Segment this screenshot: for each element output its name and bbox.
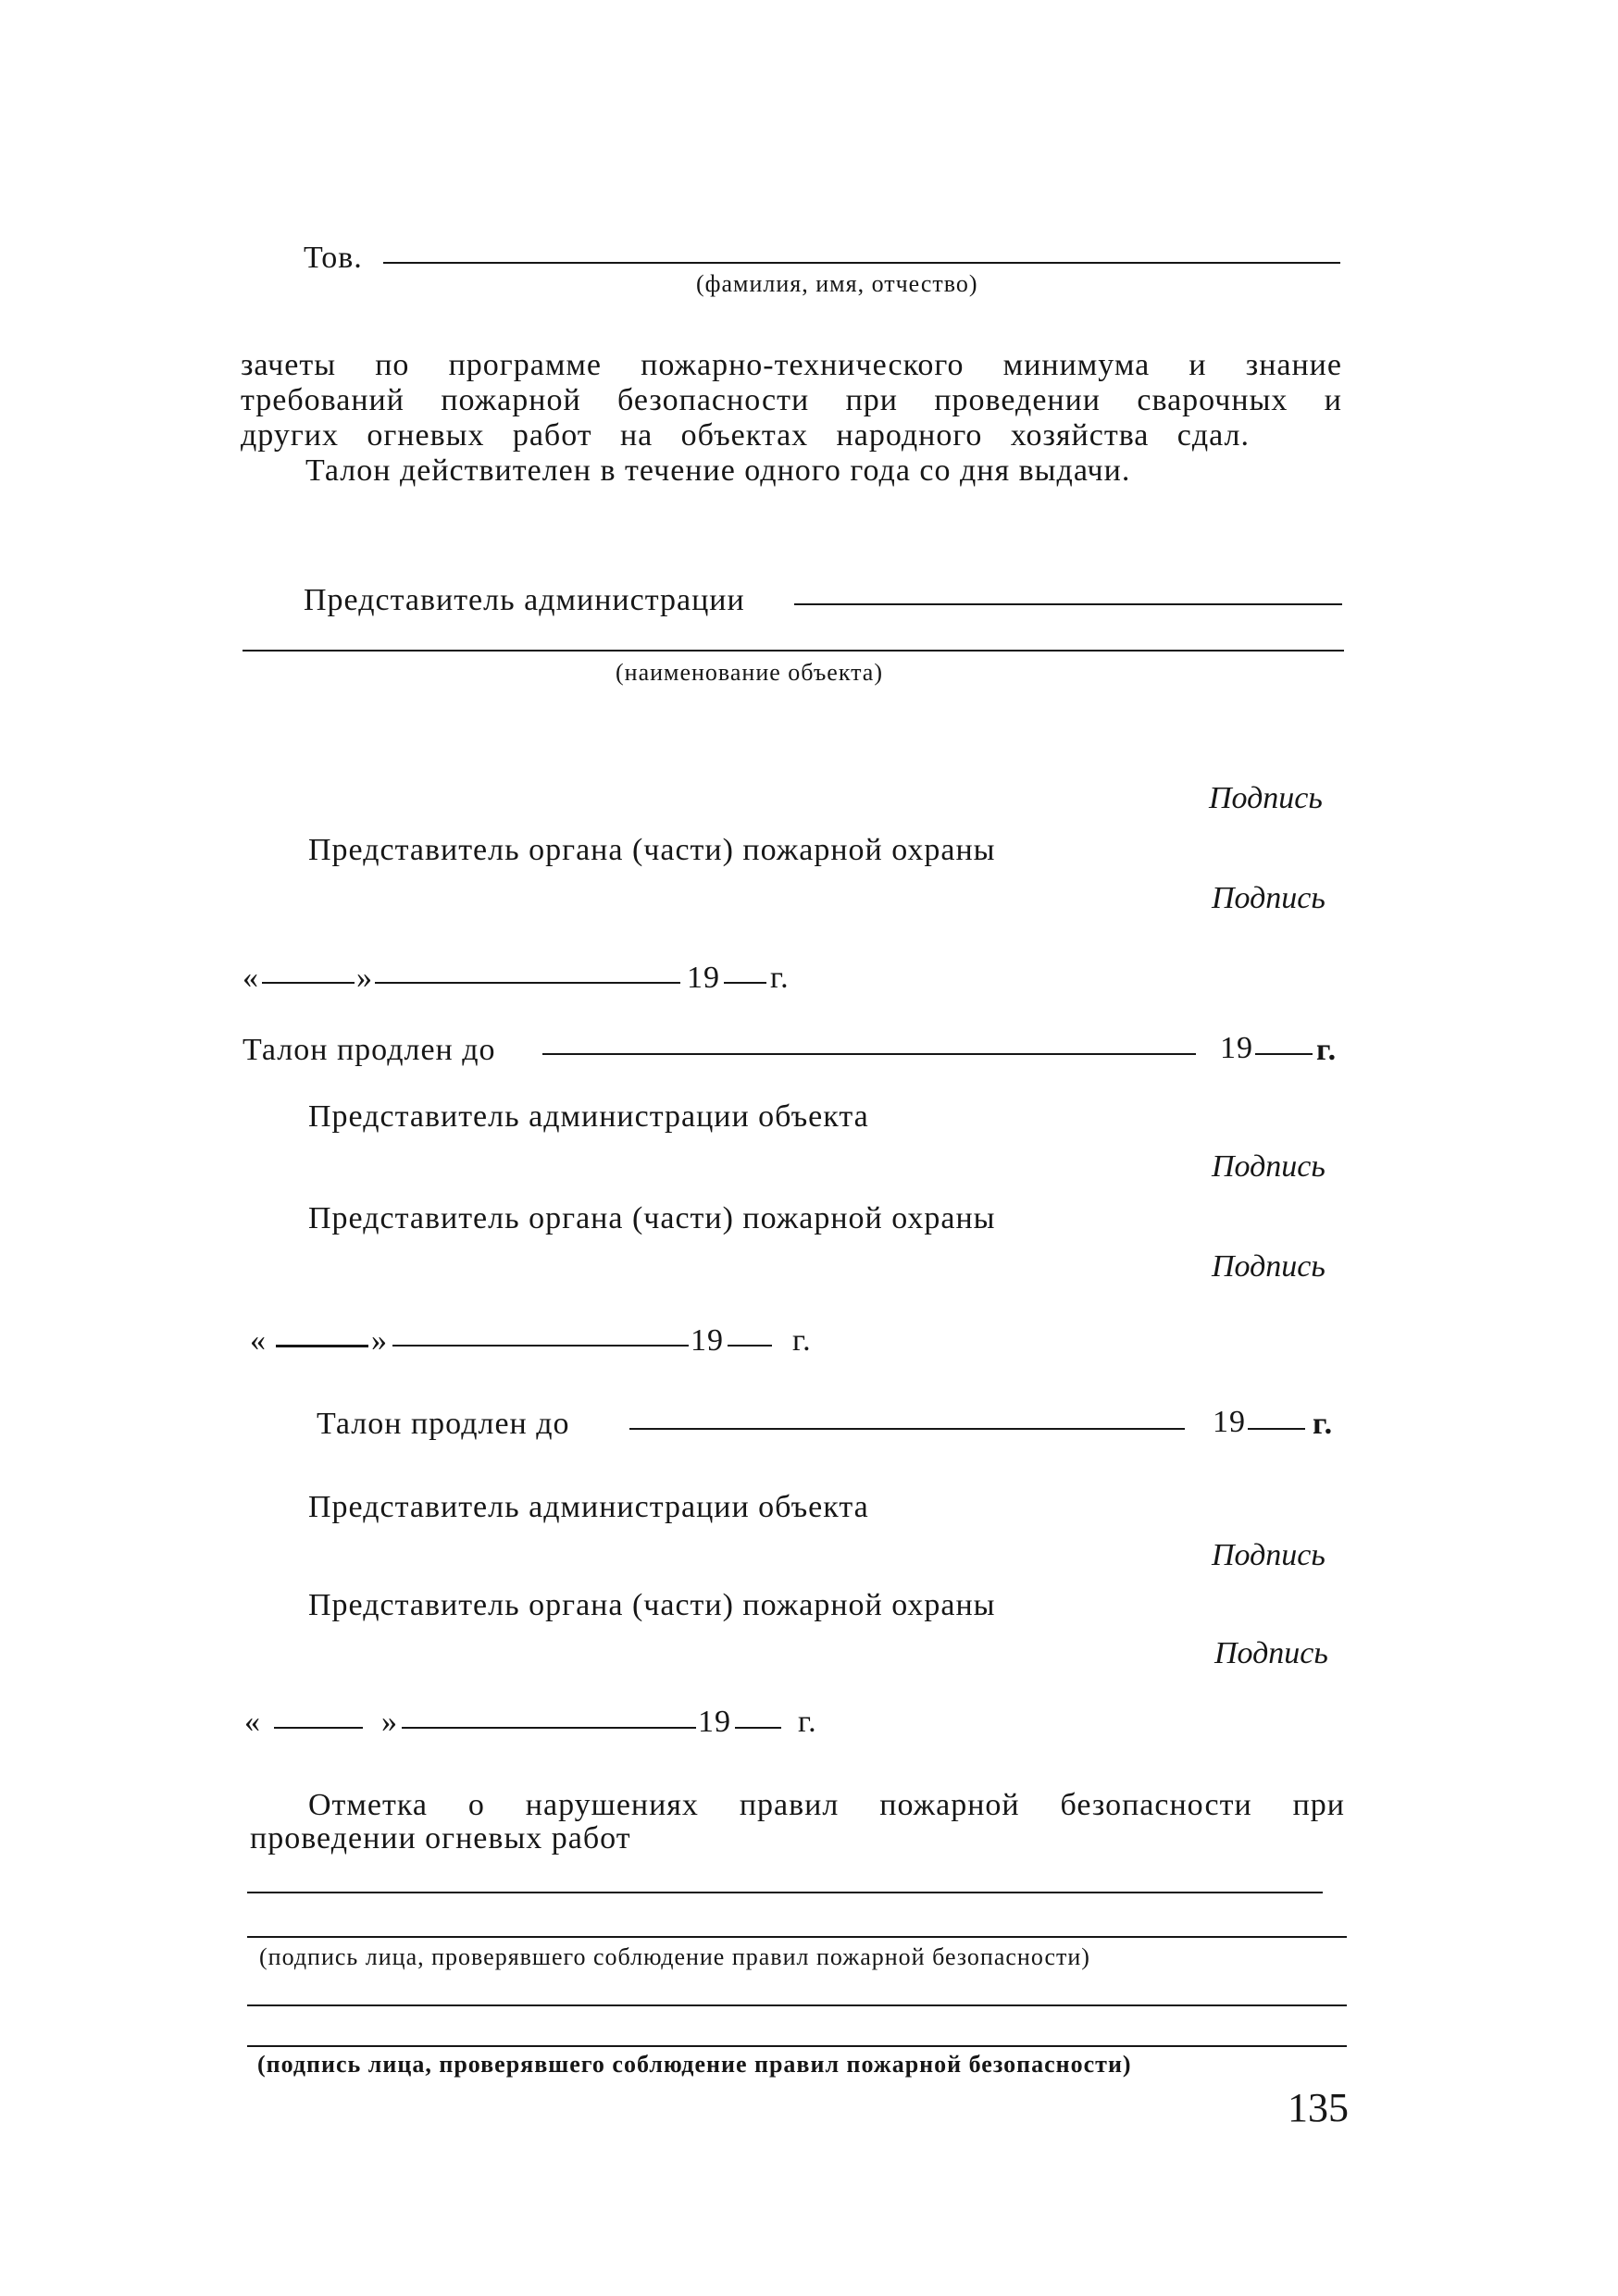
text-word: объектах <box>680 418 809 453</box>
text-word: знание <box>1245 348 1342 382</box>
extended-year-prefix: 19 <box>1220 1031 1253 1065</box>
extended-until-field[interactable] <box>542 1053 1196 1055</box>
signature-label: Подпись <box>1214 1636 1328 1670</box>
violations-entry-line[interactable] <box>247 1892 1323 1893</box>
date-open-quote: « <box>250 1323 267 1358</box>
text-word: минимума <box>1002 348 1151 382</box>
signature-label: Подпись <box>1212 1538 1326 1572</box>
date-open-quote: « <box>244 1705 261 1739</box>
fire-rep-label: Представитель органа (части) пожарной охраны <box>308 833 996 867</box>
text-word: огневых <box>367 418 485 453</box>
signature-label: Подпись <box>1212 1249 1326 1284</box>
extended-year-field[interactable] <box>1248 1428 1305 1430</box>
date-day-field[interactable] <box>274 1727 363 1729</box>
date-day-field[interactable] <box>262 982 355 984</box>
extended-year-prefix: 19 <box>1213 1405 1246 1439</box>
admin-rep-label: Представитель администрации объекта <box>308 1490 869 1524</box>
violations-heading-line-2: проведении огневых работ <box>250 1821 631 1855</box>
text-word: пожарной <box>879 1788 1020 1822</box>
text-word: нарушениях <box>525 1788 699 1822</box>
text-word: пожарной <box>441 383 581 417</box>
inspector-signature-line[interactable] <box>247 2045 1347 2047</box>
date-year-prefix: 19 <box>687 961 720 995</box>
fire-rep-label: Представитель органа (части) пожарной охраны <box>308 1588 996 1622</box>
text-word: сдал. <box>1176 418 1250 453</box>
date-day-field[interactable] <box>276 1345 368 1347</box>
extended-until-label: Талон продлен до <box>243 1033 496 1067</box>
text-word: хозяйства <box>1010 418 1150 453</box>
inspector-signature-caption: (подпись лица, проверявшего соблюдение правил пожарной безопасности) <box>257 2051 1132 2078</box>
admin-rep-label: Представитель администрации объекта <box>308 1099 869 1134</box>
text-word: сварочных <box>1137 383 1288 417</box>
extended-year-field[interactable] <box>1255 1053 1313 1055</box>
date-year-field[interactable] <box>735 1727 781 1729</box>
date-close-quote: » <box>356 961 373 995</box>
text-word: безопасности <box>617 383 810 417</box>
extended-year-suffix: г. <box>1313 1407 1334 1441</box>
text-word: и <box>1189 348 1207 382</box>
object-name-field[interactable] <box>243 650 1344 652</box>
name-field[interactable] <box>383 262 1340 264</box>
text-word: программе <box>448 348 602 382</box>
date-year-field[interactable] <box>728 1345 772 1347</box>
text-word: при <box>845 383 898 417</box>
text-word: на <box>619 418 653 453</box>
date-month-field[interactable] <box>402 1727 696 1729</box>
date-month-field[interactable] <box>392 1345 689 1347</box>
text-word: безопасности <box>1060 1788 1252 1822</box>
statement-line-3 <box>241 420 1250 452</box>
date-year-prefix: 19 <box>698 1705 731 1739</box>
signature-label: Подпись <box>1212 1149 1326 1184</box>
object-caption: (наименование объекта) <box>616 659 884 686</box>
text-word: народного <box>836 418 983 453</box>
tov-label: Тов. <box>304 241 363 275</box>
inspector-signature-line[interactable] <box>247 1936 1347 1938</box>
extended-until-field[interactable] <box>629 1428 1185 1430</box>
text-word: правил <box>739 1788 840 1822</box>
text-word: по <box>375 348 410 382</box>
violations-heading-line-1 <box>308 1790 1345 1821</box>
text-word: и <box>1324 383 1342 417</box>
statement-line-1 <box>241 350 1342 381</box>
signature-label: Подпись <box>1209 781 1323 815</box>
signature-label: Подпись <box>1212 881 1326 915</box>
text-word: требований <box>241 383 404 417</box>
text-word: других <box>241 418 339 453</box>
date-close-quote: » <box>371 1323 388 1358</box>
date-year-suffix: г. <box>792 1323 812 1358</box>
text-word: о <box>467 1788 485 1822</box>
fire-rep-label: Представитель органа (части) пожарной охраны <box>308 1201 996 1235</box>
date-close-quote: » <box>381 1705 398 1739</box>
validity-note: Талон действителен в течение одного года со дня выдачи. <box>305 453 1131 488</box>
text-word: пожарно-технического <box>641 348 965 382</box>
text-word: проведении <box>934 383 1101 417</box>
inspector-signature-caption: (подпись лица, проверявшего соблюдение правил пожарной безопасности) <box>259 1943 1090 1970</box>
admin-rep-field[interactable] <box>794 603 1342 605</box>
date-open-quote: « <box>243 961 259 995</box>
date-year-suffix: г. <box>798 1705 817 1739</box>
admin-rep-label: Представитель администрации <box>304 583 745 617</box>
statement-line-2 <box>241 385 1342 416</box>
date-year-suffix: г. <box>770 961 790 995</box>
date-month-field[interactable] <box>375 982 680 984</box>
date-year-prefix: 19 <box>691 1323 724 1358</box>
name-caption: (фамилия, имя, отчество) <box>696 270 978 297</box>
page-number: 135 <box>1288 2085 1349 2130</box>
violations-entry-line[interactable] <box>247 2004 1347 2006</box>
text-word: зачеты <box>241 348 337 382</box>
text-word: Отметка <box>308 1788 428 1822</box>
text-word: работ <box>512 418 592 453</box>
extended-until-label: Талон продлен до <box>317 1407 570 1441</box>
date-year-field[interactable] <box>724 982 766 984</box>
text-word: при <box>1292 1788 1345 1822</box>
extended-year-suffix: г. <box>1316 1033 1338 1067</box>
